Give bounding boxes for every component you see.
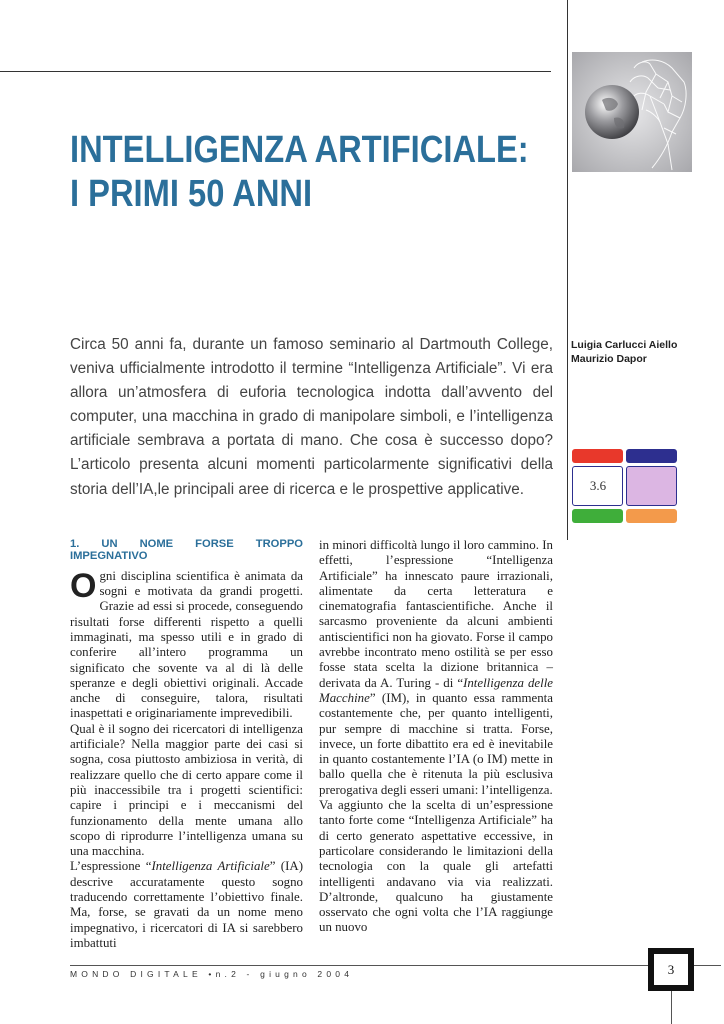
paragraph bbox=[70, 566, 303, 722]
top-rule bbox=[0, 71, 551, 72]
badge-cell-top-right bbox=[626, 449, 677, 463]
paragraph bbox=[70, 859, 303, 951]
badge-cell-bottom-left bbox=[572, 509, 623, 523]
drop-cap: O bbox=[70, 566, 97, 605]
title-line-2: I PRIMI 50 ANNI bbox=[70, 173, 313, 215]
text-column-left bbox=[70, 538, 303, 951]
italic-term: Intelligenza delle Macchine bbox=[319, 675, 553, 705]
page-number: 3 bbox=[654, 954, 688, 985]
abstract: Circa 50 anni fa, durante un famoso seminario al Dartmouth College, venivа ufficialmente introdotto il termine “Intelligenza Artificiale”. Vi era allora un’atmosfera di euforia tecnologica indotta dall’avvento del computer, una macchina in grado di manipolare simboli, e l’intelligenza artificiale sembrava a portata di mano. Che cosa è successo dopo? L’articolo presenta alcuni momenti particolarmente significativi della storia dell’IA,le principali aree di ricerca e le prospettive applicative. bbox=[70, 336, 553, 498]
section-heading: 1. UN NOME FORSE TROPPO IMPEGNATIVO bbox=[70, 538, 303, 563]
hand-holding-globe-icon bbox=[572, 52, 692, 172]
category-badge bbox=[572, 449, 678, 524]
italic-term: Intelligenza Artificiale bbox=[151, 859, 270, 874]
title-line-1: INTELLIGENZA ARTIFICIALE: bbox=[70, 129, 529, 171]
text-column-right bbox=[319, 538, 553, 936]
journal-footer: MONDO DIGITALE •n.2 - giugno 2004 bbox=[70, 969, 354, 979]
badge-cell-center bbox=[626, 466, 677, 506]
author-list bbox=[571, 338, 711, 366]
page-rule bbox=[671, 991, 672, 1024]
text-run: in minori difficoltà lungo il loro cammino. In effetti, l’espressione “Intelligenza Artificiale” ha innescato paure irrazionali, alimentate da certa letteratura e cinematografia fantascientifiche. Anche il sarcasmo proveniente da alcuni ambienti antiscientifici non ha giovato. Forse il campo avrebbe incontrato meno ostilità se per esso fosse stata scelta la dizione britannica – derivata da A. Turing - di “ bbox=[319, 538, 553, 690]
author-name: Maurizio Dapor bbox=[571, 353, 647, 365]
side-rule bbox=[567, 0, 568, 540]
badge-cell-bottom-right bbox=[626, 509, 677, 523]
text-run: ” (IM), in quanto essa rammenta costantemente che, per quanto intelligenti, pur sempre di macchine si tratta. Forse, invece, un forte dibattito era ed è inevitabile in quanto costantemente l’IA (o IM) mette in ballo quella che è ritenuta la più esclusiva prerogativa degli esseri umani: l’intelligenza. bbox=[319, 690, 553, 797]
badge-cell-top-left bbox=[572, 449, 623, 463]
badge-label: 3.6 bbox=[589, 478, 607, 493]
paragraph bbox=[319, 538, 553, 798]
footer-rule bbox=[70, 965, 721, 966]
article-title bbox=[70, 128, 529, 216]
paragraph-text: gni disciplina scientifica è animata da sogni e motivata da grandi progetti. Grazie ad essi si procede, conseguendo risultati forse differenti rispetto a quelli immaginati, ma spesso utili e in grado di conferire all’intero programma un significato che sovente va al di là delle speranze e degli obiettivi originali. Accade anche di conseguire, talora, risultati inaspettati e originariamente imprevedibili. bbox=[70, 568, 303, 721]
text-run: ” (IA) descrive accuratamente questo sogno traducendo correttamente l’obiettivo finale. Ma, forse, se gravati da un nome meno impegnativo, i ricercatori di IA si sarebbero imbattuti bbox=[70, 859, 303, 950]
author-name: Luigia Carlucci Aiello bbox=[571, 339, 678, 351]
paragraph: Va aggiunto che la scelta di un’espressione tanto forte come “Intelligenza Artificiale” ha di certo generato aspettative eccessive, in particolare considerando le limitazioni della tecnologia con la quale gli artefatti intelligenti andavano via via realizzati. D’altronde, qualcuno ha giustamente osservato che ogni volta che l’IA raggiunge un nuovo bbox=[319, 798, 553, 935]
page-number-box bbox=[648, 948, 694, 991]
paragraph: Qual è il sogno dei ricercatori di intelligenza artificiale? Nella maggior parte dei casi si sogna, cosa piuttosto ambiziosa in verità, di realizzare quello che di certo appare come il più inaccessibile tra i progetti scientifici: capire i principi e i meccanismi del funzionamento della mente umana allo scopo di riprodurre l’intelligenza umana su una macchina. bbox=[70, 721, 303, 859]
text-run: L’espressione “ bbox=[70, 859, 152, 874]
